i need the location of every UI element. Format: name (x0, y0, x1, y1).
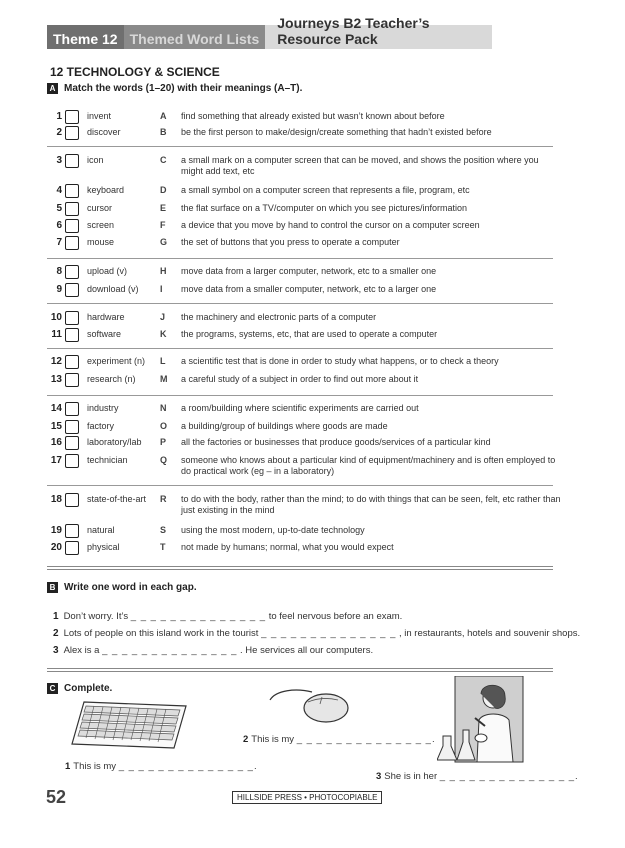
meaning-letter: I (160, 284, 163, 294)
caption-1 (65, 761, 257, 772)
item-number: 1 (56, 111, 62, 122)
meaning-letter: Q (160, 455, 168, 465)
item-word: technician (87, 455, 128, 465)
gap-text-before: Don’t worry. It’s (63, 611, 129, 622)
section-b-heading (47, 582, 197, 593)
caption-blank[interactable]: _ _ _ _ _ _ _ _ _ _ _ _ _ _ (118, 761, 254, 772)
page-header (47, 15, 492, 49)
page-number: 52 (46, 787, 67, 807)
item-word: natural (87, 525, 115, 535)
section-c-letter: C (47, 683, 58, 694)
item-number: 9 (56, 284, 62, 295)
item-number: 3 (56, 155, 62, 166)
caption-end: . (575, 771, 578, 782)
meaning-letter: G (160, 237, 168, 247)
answer-checkbox[interactable] (65, 541, 79, 555)
item-word: industry (87, 403, 119, 413)
gap-number: 1 (53, 611, 59, 622)
item-word: discover (87, 127, 121, 137)
answer-checkbox[interactable] (65, 126, 79, 140)
answer-checkbox[interactable] (65, 454, 79, 468)
group-divider (47, 146, 553, 147)
gap-text-after: , in restaurants, hotels and souvenir shops. (399, 628, 581, 639)
gap-text-after: . He services all our computers. (240, 645, 374, 656)
item-word: physical (87, 542, 120, 552)
gap-sentence-2 (53, 628, 580, 639)
item-number: 8 (56, 266, 62, 277)
meaning-letter: N (160, 403, 167, 413)
answer-checkbox[interactable] (65, 154, 79, 168)
caption-text: This is my (251, 734, 295, 745)
section-c-heading (47, 683, 112, 694)
keyboard-illustration (70, 700, 188, 750)
gap-sentence-3 (53, 645, 373, 656)
gap-text-before: Alex is a (63, 645, 100, 656)
meaning-text: move data from a smaller computer, network, etc to a larger one (181, 284, 437, 294)
meaning-text: a building/group of buildings where goods are made (181, 421, 388, 431)
gap-number: 2 (53, 628, 59, 639)
meaning-text: a careful study of a subject in order to find out more about it (181, 374, 419, 384)
meaning-text: be the first person to make/design/create something that hadn’t existed before (181, 127, 492, 137)
theme-label: Theme 12 (47, 25, 124, 49)
list-label: Themed Word Lists (124, 25, 266, 49)
pack-title: Journeys B2 Teacher’s Resource Pack (265, 25, 492, 49)
item-word: icon (87, 155, 104, 165)
mouse-illustration (266, 686, 350, 726)
gap-sentence-1 (53, 611, 402, 622)
meaning-text: someone who knows about a particular kind of equipment/machinery and is often employed to do practical work (eg – in a laboratory) (181, 455, 556, 476)
section-divider (47, 566, 553, 570)
answer-checkbox[interactable] (65, 110, 79, 124)
gap-blank[interactable]: _ _ _ _ _ _ _ _ _ _ _ _ _ _ (130, 611, 267, 622)
caption-3 (376, 771, 578, 782)
answer-checkbox[interactable] (65, 436, 79, 450)
item-number: 15 (50, 421, 62, 432)
item-number: 18 (50, 494, 62, 505)
meaning-letter: H (160, 266, 167, 276)
answer-checkbox[interactable] (65, 493, 79, 507)
item-word: software (87, 329, 122, 339)
meaning-text: a small symbol on a computer screen that represents a file, program, etc (181, 185, 470, 195)
meaning-text: not made by humans; normal, what you would expect (181, 542, 394, 552)
item-word: mouse (87, 237, 115, 247)
group-divider (47, 303, 553, 304)
answer-checkbox[interactable] (65, 328, 79, 342)
section-a-instruction: Match the words (1–20) with their meanings (A–T). (64, 83, 303, 94)
section-a-letter: A (47, 83, 58, 94)
meaning-letter: L (160, 356, 166, 366)
meaning-text: all the factories or businesses that produce goods/services of a particular kind (181, 437, 491, 447)
section-divider (47, 668, 553, 672)
item-number: 14 (50, 403, 62, 414)
item-word: laboratory/lab (87, 437, 142, 447)
section-b-letter: B (47, 582, 58, 593)
item-word: research (n) (87, 374, 136, 384)
meaning-text: a device that you move by hand to control the cursor on a computer screen (181, 220, 480, 230)
meaning-letter: K (160, 329, 167, 339)
group-divider (47, 258, 553, 259)
answer-checkbox[interactable] (65, 373, 79, 387)
answer-checkbox[interactable] (65, 283, 79, 297)
item-number: 11 (51, 329, 62, 340)
meaning-letter: S (160, 525, 167, 535)
meaning-text: the machinery and electronic parts of a computer (181, 312, 377, 322)
meaning-letter: P (160, 437, 167, 447)
answer-checkbox[interactable] (65, 184, 79, 198)
section-b-instruction: Write one word in each gap. (64, 582, 197, 593)
caption-number: 1 (65, 761, 71, 772)
caption-text: This is my (73, 761, 117, 772)
item-word: cursor (87, 203, 113, 213)
answer-checkbox[interactable] (65, 311, 79, 325)
meaning-text: the flat surface on a TV/computer on which you see pictures/information (181, 203, 467, 213)
gap-text-before: Lots of people on this island work in the tourist (63, 628, 259, 639)
meaning-letter: F (160, 220, 166, 230)
caption-end: . (431, 734, 435, 745)
section-a-heading (47, 83, 302, 94)
meaning-text: a scientific test that is done in order to study what happens, or to check a theory (181, 356, 499, 366)
meaning-letter: E (160, 203, 167, 213)
answer-checkbox[interactable] (65, 420, 79, 434)
item-number: 7 (56, 237, 62, 248)
meaning-letter: M (160, 374, 168, 384)
item-word: invent (87, 111, 112, 121)
caption-2 (243, 734, 435, 745)
item-word: experiment (n) (87, 356, 146, 366)
item-word: state-of-the-art (87, 494, 147, 504)
meaning-letter: C (160, 155, 167, 165)
meaning-text: using the most modern, up-to-date technology (181, 525, 365, 535)
meaning-text: the set of buttons that you press to operate a computer (181, 237, 400, 247)
gap-blank[interactable]: _ _ _ _ _ _ _ _ _ _ _ _ _ _ (261, 628, 397, 639)
item-number: 19 (50, 525, 62, 536)
answer-checkbox[interactable] (65, 355, 79, 369)
item-number: 17 (50, 455, 62, 466)
item-word: download (v) (87, 284, 139, 294)
item-number: 13 (50, 374, 62, 385)
item-number: 12 (50, 356, 62, 367)
gap-blank[interactable]: _ _ _ _ _ _ _ _ _ _ _ _ _ _ (102, 645, 238, 656)
meaning-text: find something that already existed but wasn’t known about before (181, 111, 445, 121)
meaning-letter: A (160, 111, 167, 121)
item-word: hardware (87, 312, 125, 322)
gap-number: 3 (53, 645, 59, 656)
answer-checkbox[interactable] (65, 265, 79, 279)
item-word: screen (87, 220, 115, 230)
item-number: 20 (50, 542, 62, 553)
meaning-letter: R (160, 494, 167, 504)
item-number: 16 (50, 437, 62, 448)
meaning-text: a small mark on a computer screen that can be moved, and shows the position where you might add text, etc (181, 155, 539, 176)
item-word: upload (v) (87, 266, 128, 276)
item-number: 5 (56, 203, 62, 214)
meaning-text: move data from a larger computer, network, etc to a smaller one (181, 266, 437, 276)
answer-checkbox[interactable] (65, 402, 79, 416)
publisher-label: HILLSIDE PRESS • PHOTOCOPIABLE (232, 791, 382, 804)
caption-number: 3 (376, 771, 382, 782)
caption-blank[interactable]: _ _ _ _ _ _ _ _ _ _ _ _ _ _ (296, 734, 432, 745)
group-divider (47, 348, 553, 349)
item-word: factory (87, 421, 115, 431)
item-word: keyboard (87, 185, 125, 195)
caption-text: She is in her (384, 771, 438, 782)
caption-end: . (253, 761, 257, 772)
page-title: 12 TECHNOLOGY & SCIENCE (50, 65, 220, 79)
item-number: 10 (50, 312, 62, 323)
meaning-text: the programs, systems, etc, that are used to operate a computer (181, 329, 438, 339)
section-c-instruction: Complete. (64, 683, 113, 694)
gap-text-after: to feel nervous before an exam. (268, 611, 403, 622)
meaning-letter: T (160, 542, 166, 552)
answer-checkbox[interactable] (65, 202, 79, 216)
meaning-text: a room/building where scientific experiments are carried out (181, 403, 419, 413)
meaning-letter: J (160, 312, 166, 322)
caption-blank[interactable]: _ _ _ _ _ _ _ _ _ _ _ _ _ _ (439, 771, 576, 782)
item-number: 6 (56, 220, 62, 231)
meaning-letter: D (160, 185, 167, 195)
answer-checkbox[interactable] (65, 236, 79, 250)
lab-technician-illustration (437, 676, 525, 764)
answer-checkbox[interactable] (65, 219, 79, 233)
group-divider (47, 395, 553, 396)
meaning-letter: B (160, 127, 167, 137)
answer-checkbox[interactable] (65, 524, 79, 538)
caption-number: 2 (243, 734, 249, 745)
meaning-letter: O (160, 421, 168, 431)
item-number: 2 (56, 127, 62, 138)
meaning-text: to do with the body, rather than the mind; to do with things that can be seen, felt, etc rather than just existing in the mind (181, 494, 561, 515)
group-divider (47, 485, 553, 486)
item-number: 4 (56, 185, 62, 196)
